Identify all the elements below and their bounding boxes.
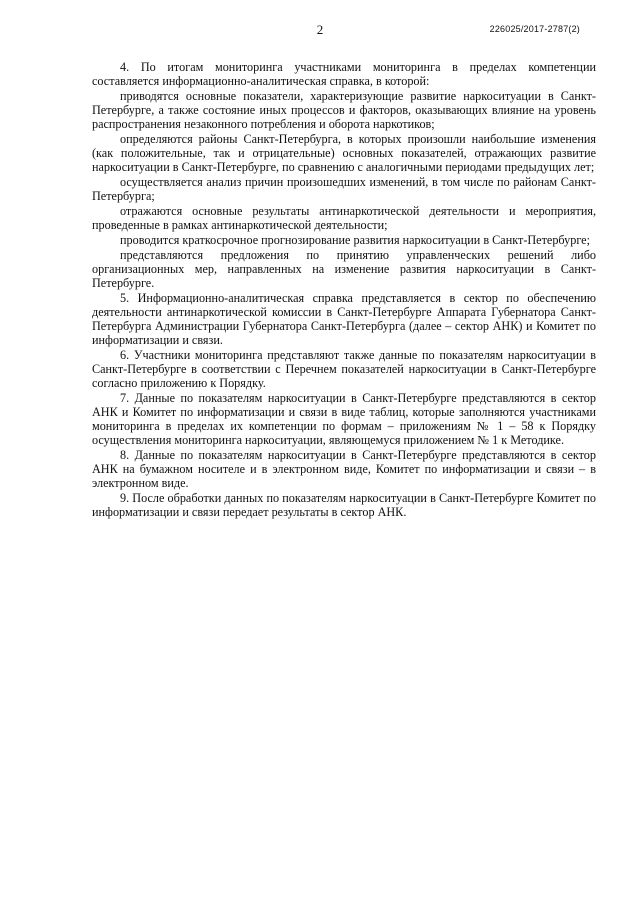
- paragraph-4-item-indicators: приводятся основные показатели, характеризующие развитие наркоситуации в Санкт-Петербурге, а также состояние иных процессов и факторов, оказывающих влияние на уровень распространения незаконного потребления и оборота наркотиков;: [92, 89, 596, 131]
- paragraph-4-item-districts: определяются районы Санкт-Петербурга, в которых произошли наибольшие изменения (как положительные, так и отрицательные) основных показателей, отражающих развитие наркоситуации в Санкт-Петербурге, по сравнению с аналогичными периодами предыдущих лет;: [92, 132, 596, 174]
- paragraph-4-item-proposals: представляются предложения по принятию управленческих решений либо организационных мер, направленных на изменение развития наркоситуации в Санкт-Петербурге.: [92, 248, 596, 290]
- paragraph-8: 8. Данные по показателям наркоситуации в Санкт-Петербурге представляются в сектор АНК на бумажном носителе и в электронном виде, Комитет по информатизации и связи – в электронном виде.: [92, 448, 596, 490]
- document-id: 226025/2017-2787(2): [489, 24, 580, 34]
- paragraph-7: 7. Данные по показателям наркоситуации в Санкт-Петербурге представляются в сектор АНК и Комитет по информатизации и связи в виде таблиц, которые заполняются участниками мониторинга в пределах их компетенции по формам – приложениям № 1 – 58 к Порядку осуществления мониторинга наркоситуации, являющемуся приложением № 1 к Методике.: [92, 391, 596, 447]
- page-number: 2: [316, 22, 324, 37]
- paragraph-4-item-results: отражаются основные результаты антинаркотической деятельности и мероприятия, проведенные в рамках антинаркотической деятельности;: [92, 204, 596, 232]
- paragraph-4: 4. По итогам мониторинга участниками мониторинга в пределах компетенции составляется информационно-аналитическая справка, в которой:: [92, 60, 596, 88]
- paragraph-9: 9. После обработки данных по показателям наркоситуации в Санкт-Петербурге Комитет по информатизации и связи передает результаты в сектор АНК.: [92, 491, 596, 519]
- paragraph-6: 6. Участники мониторинга представляют также данные по показателям наркоситуации в Санкт-Петербурге в соответствии с Перечнем показателей наркоситуации в Санкт-Петербурге согласно приложению к Порядку.: [92, 348, 596, 390]
- paragraph-5: 5. Информационно-аналитическая справка представляется в сектор по обеспечению деятельности антинаркотической комиссии в Санкт-Петербурге Аппарата Губернатора Санкт-Петербурга Администрации Губернатора Санкт-Петербурга (далее – сектор АНК) и Комитет по информатизации и связи.: [92, 291, 596, 347]
- paragraph-4-item-analysis: осуществляется анализ причин произошедших изменений, в том числе по районам Санкт-Петербурга;: [92, 175, 596, 203]
- document-body: [92, 60, 596, 520]
- paragraph-4-item-forecast: проводится краткосрочное прогнозирование развития наркоситуации в Санкт-Петербурге;: [120, 233, 590, 247]
